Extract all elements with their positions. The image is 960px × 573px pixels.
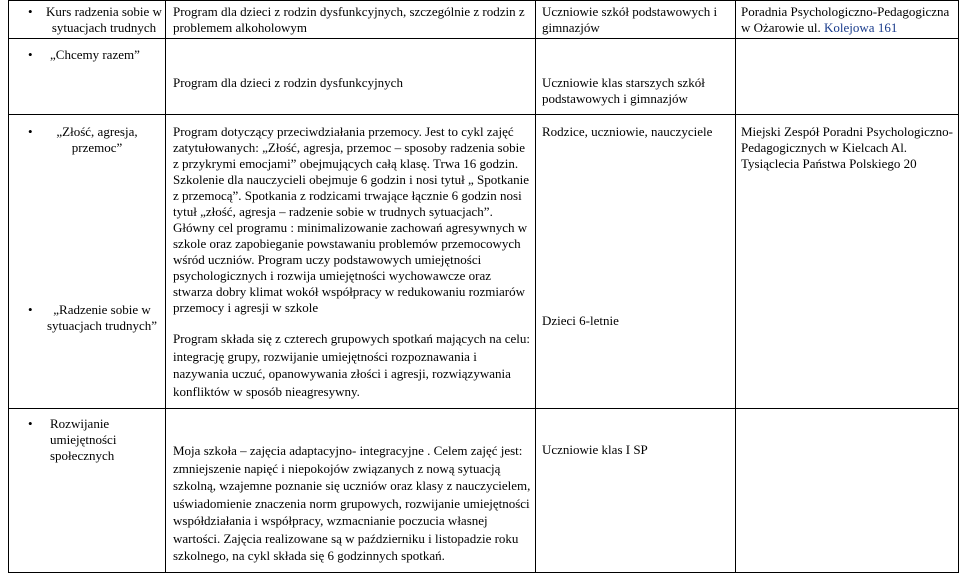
bullet-row2: •: [28, 47, 33, 62]
audience-row4: Uczniowie klas I SP: [542, 442, 648, 457]
audience-row3-b: Dzieci 6-letnie: [542, 313, 619, 328]
bullet-row4: •: [28, 416, 33, 431]
col-border-1: [165, 0, 166, 573]
program-description-row1: Program dla dzieci z rodzin dysfunkcyjnych, szczególnie z rodzin z problemem alkoholowym: [173, 4, 525, 35]
provider-address-row1: Kolejowa 161: [824, 20, 898, 35]
audience-row1: Uczniowie szkół podstawowych i gimnazjów: [542, 4, 718, 35]
program-goal-row3-text: Program składa się z czterech grupowych spotkań mających na celu: integrację grupy, rozwijanie umiejętności rozpoznawania i nazywania uczuć, opanowywania złości i agresji, rozwiązywania konfliktów w sposób nieagresywny.: [173, 331, 530, 399]
program-description-row4: Moja szkoła – zajęcia adaptacyjno- integracyjne . Celem zajęć jest: zmniejszenie napięć i niepokojów związanych z nową sytuacją szkolną, wzajemne poznanie się uczniów oraz klasy z nauczycielem, uświadomienie znaczenia norm grupowych, rozwijanie umiejętności współdziałania i współpracy, wzmacnianie poczucia własnej wartości. Zajęcia realizowane są w październiku i listopadzie roku szkolnego, na cykl składa się 6 godzinnych spotkań.: [173, 443, 531, 563]
row-border-1: [8, 38, 958, 39]
program-title-row4: Rozwijanie umiejętności społecznych: [50, 416, 117, 463]
row-border-3: [8, 408, 958, 409]
bullet-row3-a: •: [28, 124, 33, 139]
audience-row3-a: Rodzice, uczniowie, nauczyciele: [542, 124, 713, 139]
program-description-row3: [173, 124, 531, 316]
col-border-3: [735, 0, 736, 573]
col-border-2: [535, 0, 536, 573]
audience-row2: Uczniowie klas starszych szkół podstawowych i gimnazjów: [542, 75, 705, 106]
program-goal-row3: [173, 330, 531, 400]
program-title-row3-b: „Radzenie sobie w sytuacjach trudnych”: [46, 302, 158, 333]
program-description-row2: Program dla dzieci z rodzin dysfunkcyjnych: [173, 75, 403, 90]
col-border-left: [8, 0, 9, 573]
row-border-2: [8, 114, 958, 115]
bullet-row1: •: [28, 4, 33, 19]
program-title-row1: Kurs radzenia sobie w sytuacjach trudnych: [46, 4, 162, 35]
provider-name-row1: Poradnia Psychologiczno-Pedagogiczna w Ożarowie ul.: [741, 4, 950, 35]
program-title-row3-a: „Złość, agresja, przemoc”: [56, 124, 138, 155]
program-description-row3-text: Program dotyczący przeciwdziałania przemocy. Jest to cykl zajęć zatytułowanych: „Złość, agresja, przemoc – sposoby radzenia sobie z przykrymi emocjami” obejmujących całą klasę. Trwa 16 godzin. Szkolenie dla nauczycieli obejmuje 6 godzin i nosi tytuł „ Spotkanie z przemocą”. Spotkania z rodzicami trwające łącznie 6 godzin nosi tytuł „złość, agresja – radzenie sobie w trudnych sytuacjach”. Główny cel programu : minimalizowanie zachowań agresywnych w szkole oraz zapobieganie powstawaniu problemów przemocowych wśród uczniów. Program uczy podstawowych umiejętności psychologicznych i rozwija umiejętności wychowawcze oraz stwarza dobry klimat wokół współpracy w redukowaniu rozmiarów przemocy i agresji w szkole: [173, 124, 529, 315]
row-border-top: [8, 0, 958, 1]
col-border-right: [958, 0, 959, 573]
provider-row1: [741, 4, 955, 36]
provider-row3: Miejski Zespół Poradni Psychologiczno-Pedagogicznych w Kielcach Al. Tysiąclecia Państwa Polskiego 20: [741, 124, 953, 171]
bullet-row3-b: •: [28, 302, 33, 317]
program-title-row2: „Chcemy razem”: [50, 47, 140, 62]
